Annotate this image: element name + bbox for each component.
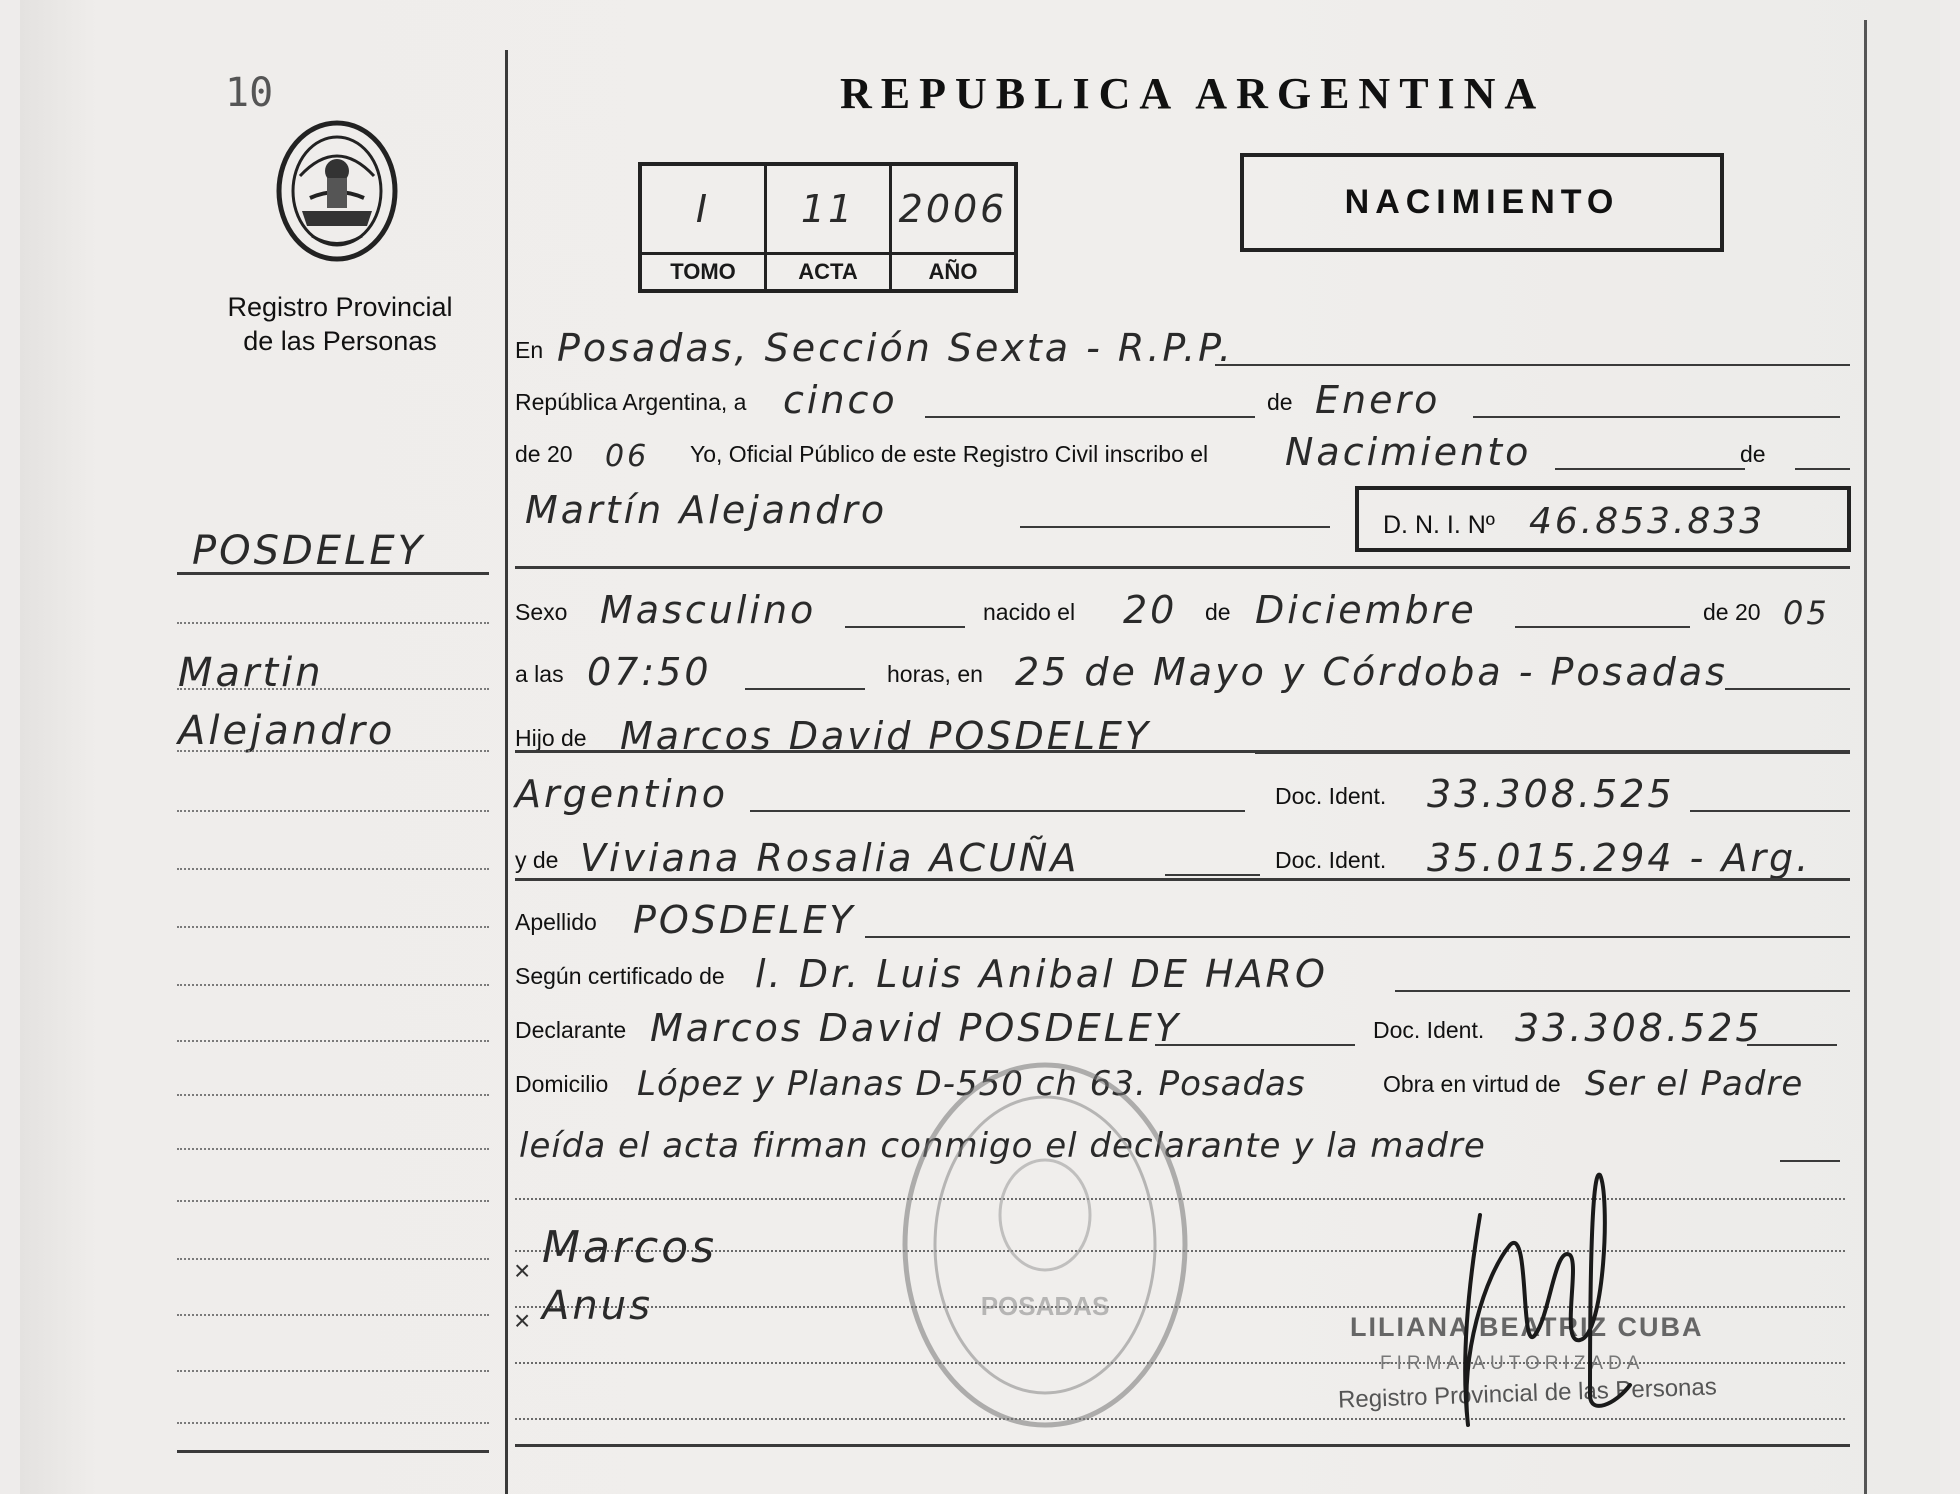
stub-line (177, 1370, 489, 1372)
fill-line (1747, 1044, 1837, 1046)
row-birth (515, 578, 1850, 636)
dni-box (1355, 486, 1851, 552)
stub-line (177, 1200, 489, 1202)
office-line-1: Registro Provincial (227, 292, 453, 322)
bottom-rule (515, 1444, 1850, 1447)
stub-line (177, 1258, 489, 1260)
a-las-label: a las (515, 661, 564, 687)
country-title: REPUBLICA ARGENTINA (840, 69, 1546, 118)
certificate-sheet (20, 0, 1940, 1494)
dni-value: 46.853.833 (1529, 501, 1766, 542)
stub-line (177, 572, 489, 575)
stub-line (177, 1148, 489, 1150)
officer-title: FIRMA AUTORIZADA (1380, 1353, 1645, 1374)
provincial-seal-icon (272, 116, 402, 266)
mark-x: × (514, 1255, 531, 1286)
stub-line (177, 1422, 489, 1424)
place-value: Posadas, Sección Sexta - R.P.P. (557, 326, 1234, 370)
fill-line (1215, 364, 1850, 366)
fill-line (1155, 1044, 1355, 1046)
row-declarante (515, 996, 1850, 1054)
tomo-value: I (640, 164, 766, 254)
birth-time-value: 07:50 (587, 650, 712, 694)
section-rule (515, 750, 1850, 753)
fill-line (1473, 416, 1840, 418)
father-name-value: Marcos David POSDELEY (620, 714, 1152, 758)
stub-line (177, 1094, 489, 1096)
anio-value: 2006 (891, 164, 1017, 254)
stub-line (177, 868, 489, 870)
fill-line (750, 810, 1245, 812)
sexo-label: Sexo (515, 599, 568, 625)
father-nationality-value: Argentino (515, 772, 728, 816)
stub-divider (505, 50, 508, 1494)
birth-month-value: Diciembre (1255, 588, 1477, 632)
stub-line (177, 622, 489, 624)
stub-line (177, 750, 489, 752)
certificado-value: l. Dr. Luis Anibal DE HARO (755, 952, 1328, 996)
mother-doc-value: 35.015.294 - Arg. (1427, 836, 1812, 880)
tomo-label: TOMO (640, 254, 766, 292)
nacido-label: nacido el (983, 599, 1076, 625)
fill-line (1780, 1160, 1840, 1162)
office-name (200, 290, 480, 358)
year-suffix-value: 06 (605, 439, 650, 474)
father-doc-value: 33.308.525 (1427, 772, 1675, 816)
stub-line (177, 688, 489, 690)
doc-ident-label: Doc. Ident. (1275, 783, 1387, 809)
day-value: cinco (783, 378, 898, 422)
sexo-value: Masculino (600, 588, 817, 632)
y-de-label: y de (515, 847, 559, 873)
apellido-label: Apellido (515, 909, 597, 935)
fill-line (925, 416, 1255, 418)
acta-label: ACTA (766, 254, 891, 292)
row-place (515, 316, 1850, 374)
birth-place-value: 25 de Mayo y Córdoba - Posadas (1015, 650, 1728, 694)
anio-label: AÑO (891, 254, 1017, 292)
page-number: 10 (225, 70, 274, 116)
row-father-doc (515, 762, 1850, 820)
fill-line (1725, 688, 1850, 690)
stub-middle-name: Alejandro (178, 708, 396, 754)
doc-ident-label: Doc. Ident. (1373, 1017, 1485, 1043)
section-rule (515, 878, 1850, 881)
stub-line (177, 984, 489, 986)
office-line-2: de las Personas (243, 326, 437, 356)
stub-line (177, 810, 489, 812)
horas-label: horas, en (887, 661, 983, 687)
fill-line (1395, 990, 1850, 992)
fill-line (1020, 526, 1330, 528)
month-prep-label: de (1267, 389, 1293, 415)
stub-line (177, 1314, 489, 1316)
en-label: En (515, 337, 544, 363)
month-value: Enero (1315, 378, 1441, 422)
acta-value: 11 (766, 164, 891, 254)
declarant-mark: Marcos (542, 1222, 718, 1273)
event-value: Nacimiento (1285, 430, 1532, 474)
fill-line (865, 936, 1850, 938)
republica-label: República Argentina, a (515, 389, 747, 415)
section-rule (515, 566, 1850, 569)
stub-line (177, 1040, 489, 1042)
declarante-label: Declarante (515, 1017, 627, 1043)
stub-bottom-rule (177, 1450, 489, 1453)
year-prefix-label: de 20 (515, 441, 573, 467)
domicilio-label: Domicilio (515, 1071, 609, 1097)
stamp-city: POSADAS (980, 1291, 1110, 1321)
officer-statement: Yo, Oficial Público de este Registro Civil inscribo el (690, 441, 1209, 467)
row-event (515, 420, 1850, 478)
mother-name-value: Viviana Rosalia ACUÑA (580, 836, 1080, 880)
fill-line (745, 688, 865, 690)
fill-line (845, 626, 965, 628)
domicilio-value: López y Planas D-550 ch 63. Posadas (637, 1064, 1306, 1104)
of-label: de (1740, 441, 1766, 467)
row-date (515, 368, 1850, 426)
apellido-value: POSDELEY (633, 898, 856, 942)
fill-line (1555, 468, 1745, 470)
obra-value: Ser el Padre (1585, 1064, 1804, 1104)
stub-line (177, 926, 489, 928)
officer-office: Registro Provincial de las Personas (1337, 1373, 1718, 1414)
declarante-doc-value: 33.308.525 (1515, 1006, 1763, 1050)
doc-ident-label: Doc. Ident. (1275, 847, 1387, 873)
certificado-label: Según certificado de (515, 963, 725, 989)
row-time-place (515, 640, 1850, 698)
row-certificado (515, 942, 1850, 1000)
row-apellido (515, 888, 1850, 946)
fill-line (1515, 626, 1690, 628)
fill-line (1690, 810, 1850, 812)
registry-stamp-icon (895, 1055, 1195, 1435)
hijo-label: Hijo de (515, 725, 587, 751)
document-type-box: NACIMIENTO (1240, 153, 1724, 252)
birth-year-suffix: 05 (1783, 594, 1830, 632)
closing-note: leída el acta firman conmigo el declarante y la madre (519, 1126, 1486, 1166)
obra-label: Obra en virtud de (1383, 1071, 1561, 1097)
stub-first-name: Martin (178, 650, 324, 696)
dni-label: D. N. I. Nº (1383, 511, 1495, 539)
birth-day-value: 20 (1123, 588, 1178, 632)
page-edge (1864, 20, 1867, 1494)
fill-line (1165, 874, 1260, 876)
officer-signature-icon (1440, 1155, 1640, 1455)
fill-line (1795, 468, 1850, 470)
birth-year-label: de 20 (1703, 599, 1761, 625)
declarante-value: Marcos David POSDELEY (650, 1006, 1182, 1050)
mark-x: × (514, 1305, 531, 1336)
child-name-value: Martín Alejandro (525, 488, 888, 532)
stub-surname: POSDELEY (192, 528, 426, 574)
officer-name: LILIANA BEATRIZ CUBA (1350, 1312, 1704, 1342)
row-father (515, 704, 1850, 762)
mother-mark: Anus (542, 1283, 653, 1329)
birth-month-prep: de (1205, 599, 1231, 625)
registry-table (638, 162, 1018, 293)
row-mother (515, 826, 1850, 884)
